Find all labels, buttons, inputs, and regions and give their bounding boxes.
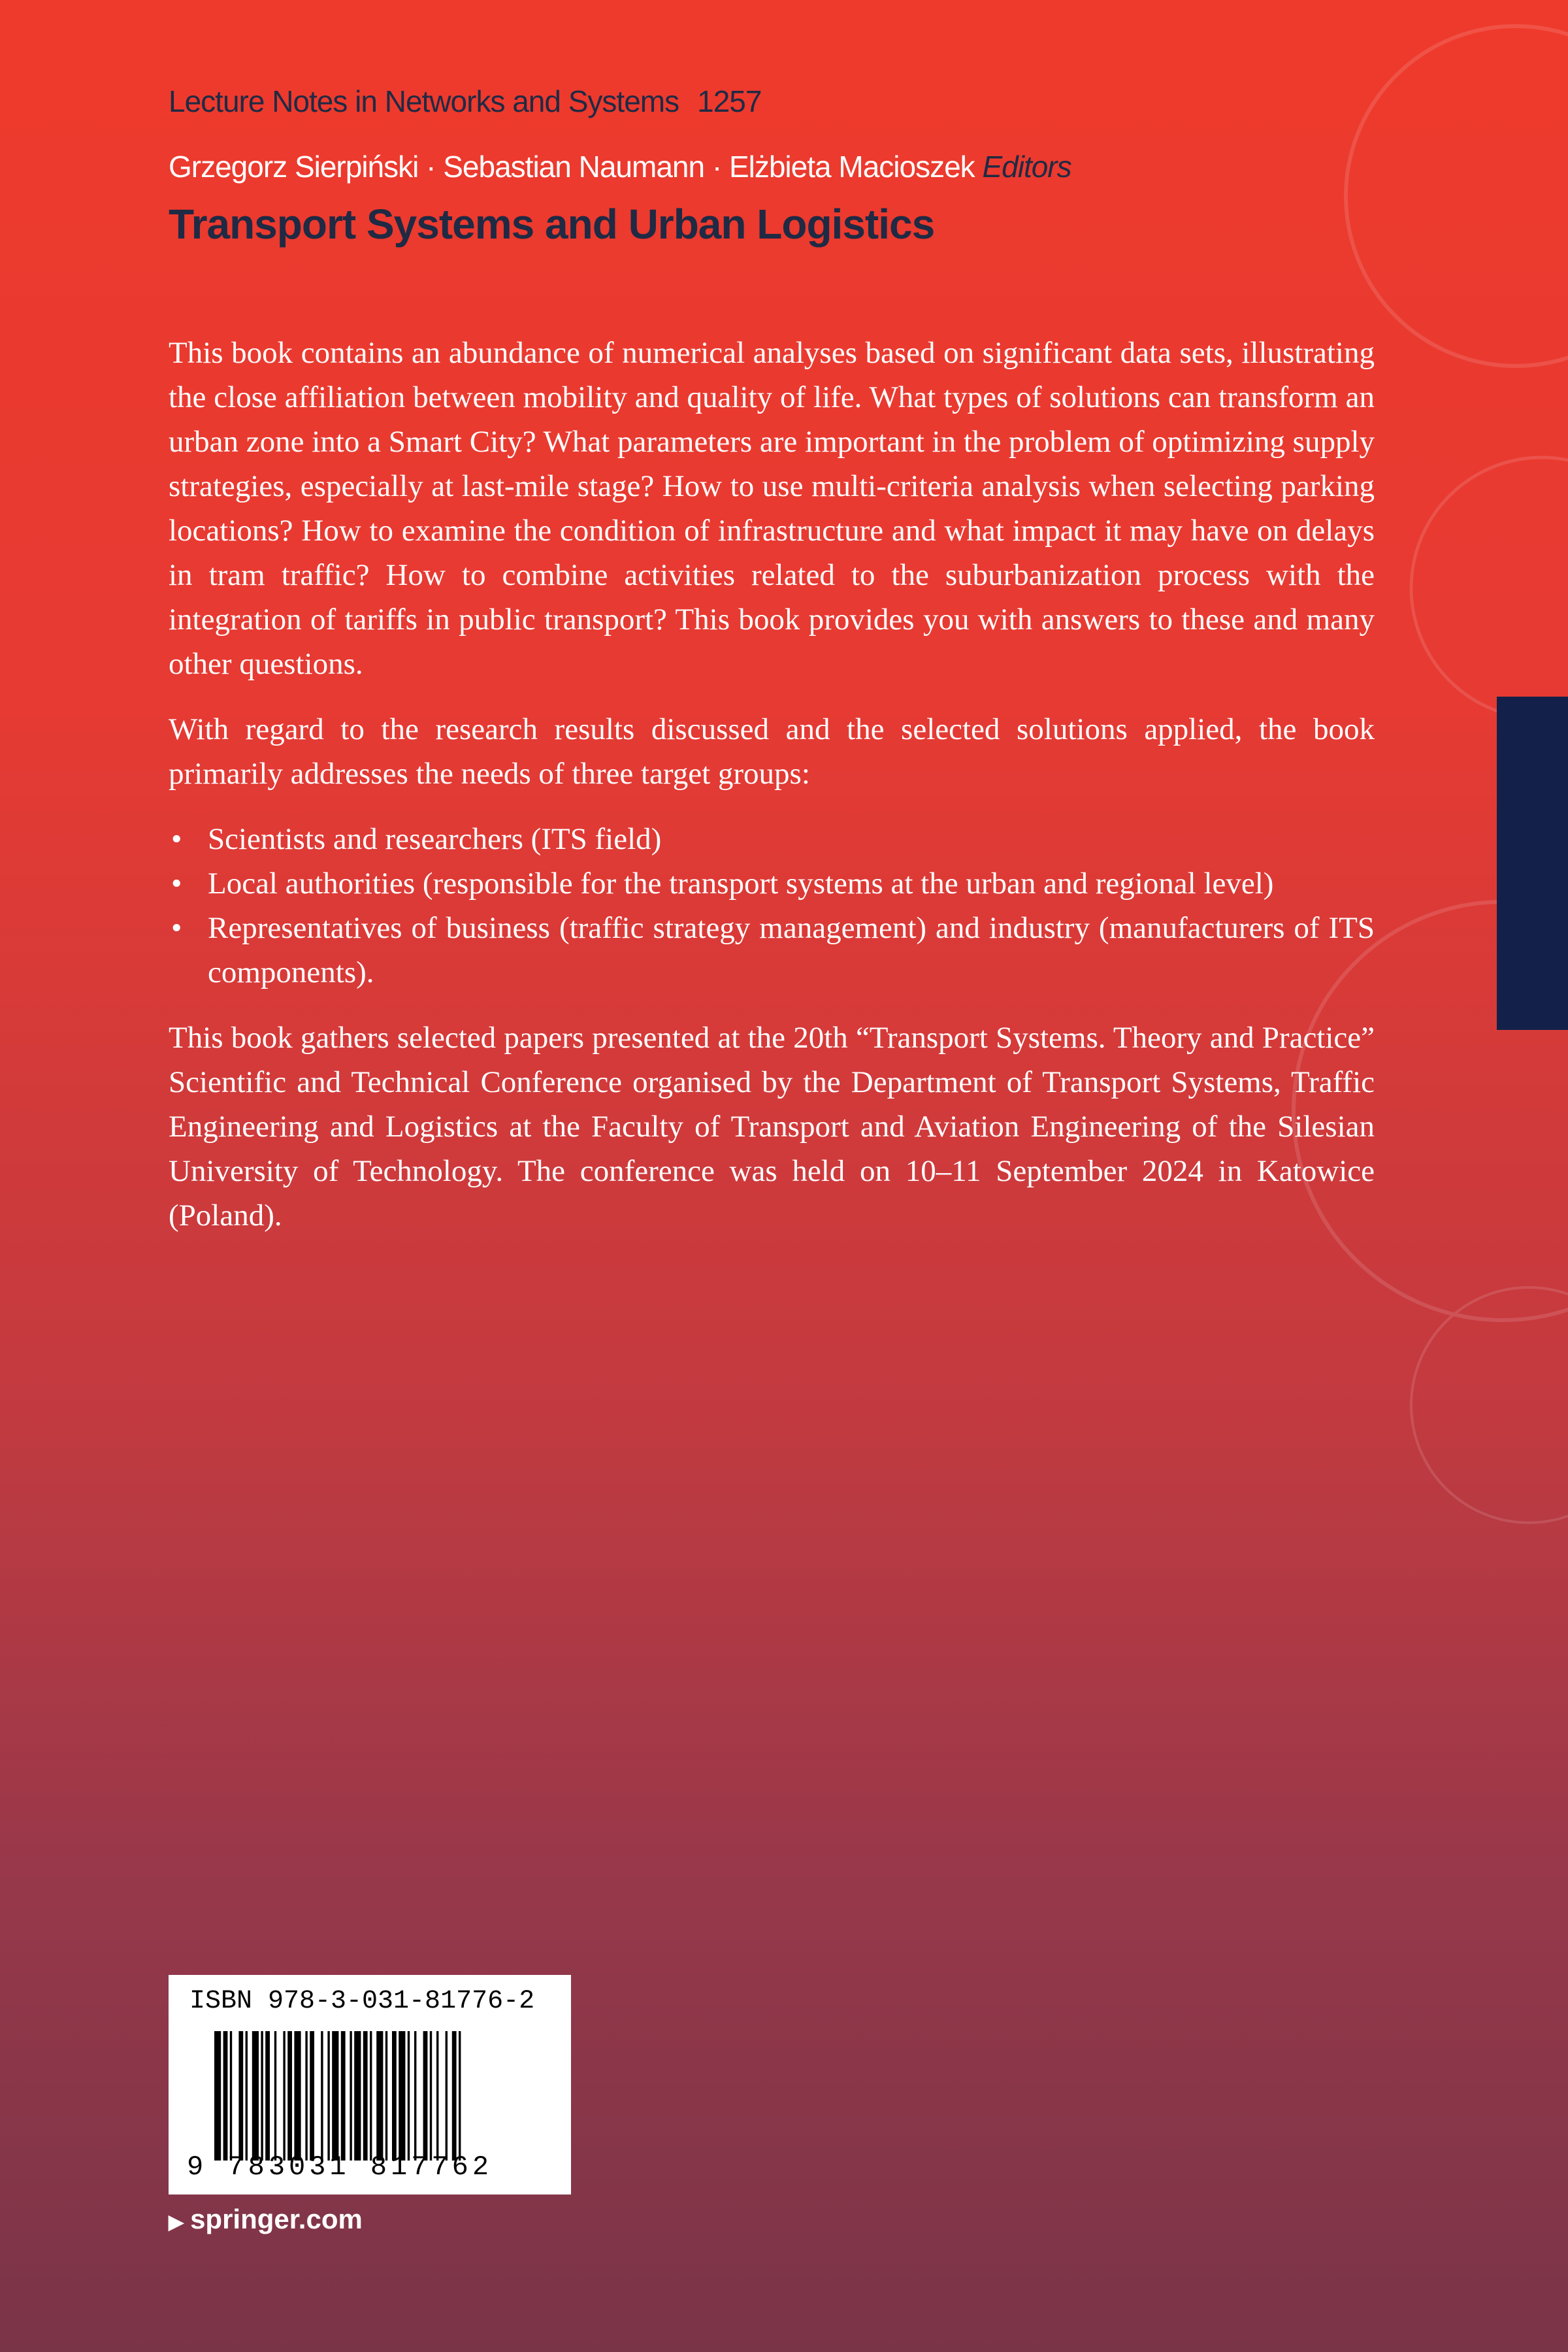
list-item: • Representatives of business (traffic strategy management) and industry (manufacturers of ITS components).: [208, 906, 1375, 995]
site-label: springer.com: [190, 2204, 363, 2234]
barcode-bar: [436, 2031, 438, 2161]
blurb-paragraph-2: With regard to the research results discussed and the selected solutions applied, the book primarily addresses the needs of three target groups:: [169, 712, 1375, 791]
editor-names: Grzegorz Sierpiński · Sebastian Naumann · Elżbieta Macioszek: [169, 150, 975, 184]
barcode-bar: [246, 2031, 248, 2161]
barcode-bar: [341, 2031, 346, 2161]
series-name: Lecture Notes in Networks and Systems: [169, 84, 679, 118]
play-arrow-icon: ▶: [169, 2211, 184, 2233]
barcode-bar: [408, 2031, 410, 2161]
barcode-bar: [370, 2031, 372, 2161]
barcode-bar: [452, 2031, 457, 2161]
barcode-bar: [230, 2031, 232, 2161]
barcode-bar: [354, 2031, 361, 2161]
barcode-bar: [238, 2031, 243, 2161]
barcode-bar: [350, 2031, 351, 2161]
barcode-bar: [294, 2031, 301, 2161]
barcode-bar: [305, 2031, 307, 2161]
list-item: • Local authorities (responsible for the transport systems at the urban and regional level): [208, 861, 1375, 906]
barcode-bar: [265, 2031, 270, 2161]
blurb-paragraph-1: This book contains an abundance of numerical analyses based on significant data sets, illustrating the close affiliation between mobility and quality of life. What types of solutions can transform an urban zone into a Smart City? What parameters are important in the problem of optimizing supply strategies, especially at last-mile stage? How to use multi-criteria analysis when selecting parking locations? How to examine the condition of infrastructure and what impact it may have on delays in tram traffic? How to combine activities related to the suburbanization process with the integration of tariffs in public transport? This book provides you with answers to these and many other questions.: [169, 336, 1375, 681]
blurb: [169, 331, 1375, 1259]
barcode-bar: [283, 2031, 285, 2161]
list-item: • Scientists and researchers (ITS field): [208, 817, 1375, 861]
barcode-bar: [446, 2031, 448, 2161]
series-number: 1257: [697, 84, 762, 118]
barcode-bar: [274, 2031, 276, 2161]
barcode-box: [169, 1975, 571, 2195]
barcode-bar: [223, 2031, 228, 2161]
isbn-label: ISBN 978-3-031-81776-2: [189, 1987, 535, 2016]
blurb-paragraph-3: This book gathers selected papers presented at the 20th “Transport Systems. Theory and Practice” Scientific and Technical Conference organised by the Department of Transport Systems, Traffic Engineering and Logistics at the Faculty of Transport and Aviation Engineering of the Silesian University of Technology. The conference was held on 10–11 September 2024 in Katowice (Poland).: [169, 1021, 1375, 1233]
book-title: Transport Systems and Urban Logistics: [169, 201, 935, 248]
barcode-bar: [363, 2031, 368, 2161]
barcode-bar: [414, 2031, 416, 2161]
barcode-bar: [430, 2031, 432, 2161]
editors-line: [169, 149, 1071, 184]
barcode-digits: 9 783031 817762: [187, 2151, 493, 2183]
series-line: [169, 84, 761, 119]
barcode-bar: [261, 2031, 263, 2161]
barcode-bar: [332, 2031, 338, 2161]
barcode-bar: [287, 2031, 292, 2161]
barcode-bar: [327, 2031, 329, 2161]
barcode-bar: [252, 2031, 259, 2161]
target-groups-list: [169, 817, 1375, 995]
barcode-bar: [385, 2031, 387, 2161]
barcode-bars: [214, 2031, 542, 2161]
barcode-bar: [423, 2031, 428, 2161]
barcode-bar: [321, 2031, 323, 2161]
editors-role: Editors: [982, 150, 1071, 184]
barcode-bar: [399, 2031, 405, 2161]
barcode-bar: [392, 2031, 397, 2161]
barcode-bar: [459, 2031, 461, 2161]
springer-link[interactable]: [169, 2204, 363, 2235]
barcode-bar: [376, 2031, 383, 2161]
barcode-bar: [214, 2031, 221, 2161]
barcode-bar: [310, 2031, 314, 2161]
spine-tab: [1497, 697, 1568, 1030]
